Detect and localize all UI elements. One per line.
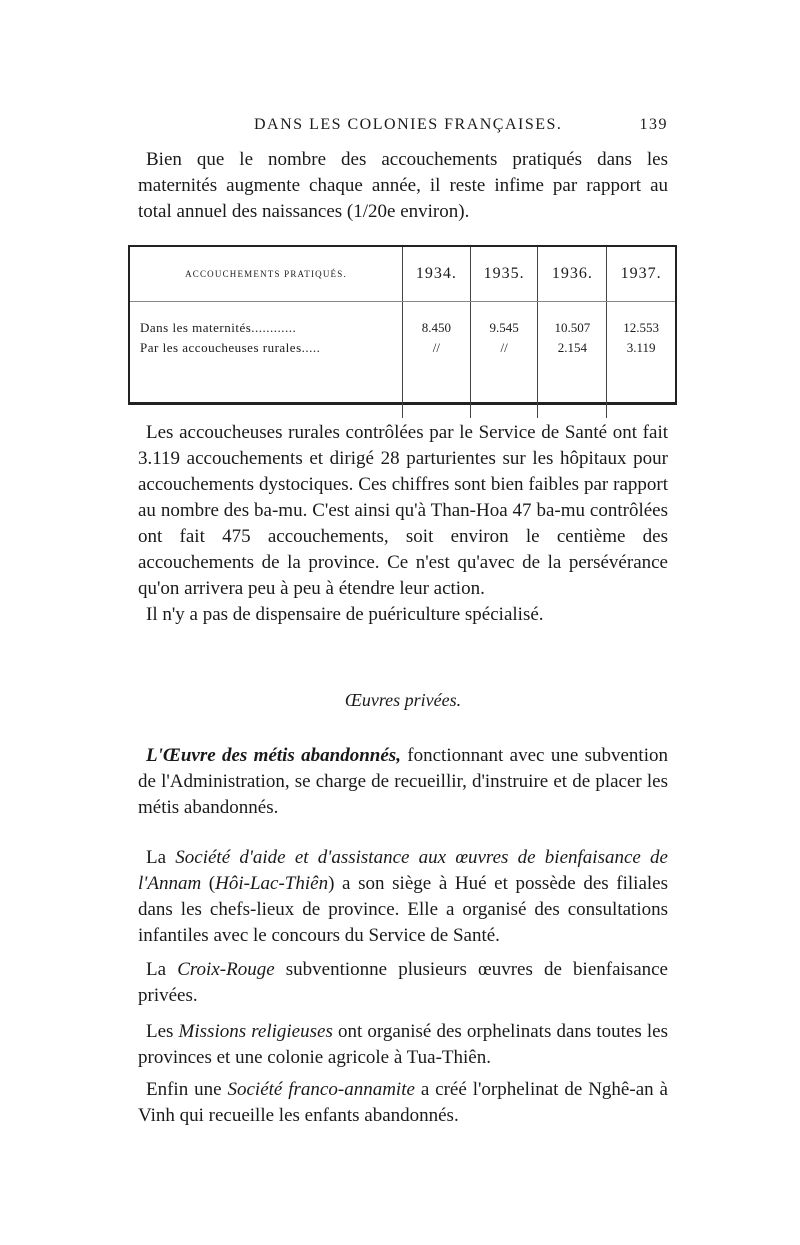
table-cell: 2.154 xyxy=(538,338,607,358)
rural-midwives-paragraph xyxy=(138,420,668,628)
societe-aide-paragraph xyxy=(138,845,668,949)
column-header-year: 1935. xyxy=(470,247,538,302)
row-label: Par les accoucheuses rurales..... xyxy=(130,338,403,358)
metis-lead: L'Œuvre des métis abandonnés, xyxy=(146,745,401,766)
intro-paragraph xyxy=(138,147,668,225)
column-header-year: 1934. xyxy=(403,247,471,302)
deliveries-table xyxy=(128,245,677,405)
text-run: subventionne plusieurs œuvres de bienfaisance privées. xyxy=(138,959,668,1006)
intro-text: Bien que le nombre des accouchements pratiqués dans les maternités augmente chaque année, il reste infime par rapport au total annuel des naissances (1/20e environ). xyxy=(138,149,668,222)
deliveries-table-grid xyxy=(130,247,675,418)
text-run: a créé l'orphelinat de Nghê-an à Vinh qui recueille les enfants abandonnés. xyxy=(138,1079,668,1126)
croix-rouge-paragraph xyxy=(138,957,668,1009)
table-cell: 8.450 xyxy=(403,302,471,339)
running-title: DANS LES COLONIES FRANÇAISES. xyxy=(254,116,563,133)
text-run: ont organisé des orphelinats dans toutes les provinces et une colonie agricole à Tua-Thiên. xyxy=(138,1021,668,1068)
text-run: La xyxy=(146,959,178,980)
societe-aide-name: Société d'aide et d'assistance aux œuvres de bienfaisance de l'Annam xyxy=(138,847,668,894)
table-header-row xyxy=(130,247,675,302)
table-cell: 12.553 xyxy=(623,320,660,335)
metis-paragraph xyxy=(138,743,668,821)
column-header-year: 1937. xyxy=(607,247,675,302)
table-cell: 9.545 xyxy=(470,302,538,339)
hoi-lac-thien: Hôi-Lac-Thiên xyxy=(215,873,329,894)
text-run: Enfin une xyxy=(146,1079,228,1100)
rural-midwives-text: Les accoucheuses rurales contrôlées par le Service de Santé ont fait 3.119 accouchements et dirigé 28 parturientes sur les hôpitaux pour accouchements dystociques. Ces chiffres sont bien faibles par rapport au nombre des ba-mu. C'est ainsi qu'à Than-Hoa 47 ba-mu contrôlées ont fait 475 accouchements, soit environ le centième des accouchements de la province. Ce n'est qu'avec de la persévérance qu'on arrivera peu à peu à étendre leur action. xyxy=(138,422,668,599)
text-run: ) a son siège à Hué et possède des filiales dans les chefs-lieux de province. Elle a organisé des consultations infantiles avec le concours du Service de Santé. xyxy=(138,873,668,946)
table-spacer-row xyxy=(130,358,675,418)
section-title: Œuvres privées. xyxy=(344,690,462,710)
row-label: Dans les maternités............ xyxy=(130,302,403,339)
missions-paragraph xyxy=(138,1019,668,1071)
table-row xyxy=(130,302,675,339)
text-run: ( xyxy=(201,873,216,894)
text-run: La xyxy=(146,847,176,868)
text-run: Les xyxy=(146,1021,179,1042)
table-cell: 3.119 xyxy=(626,340,656,355)
page-number: 139 xyxy=(639,116,668,133)
table-cell: // xyxy=(470,338,538,358)
column-header-label: ACCOUCHEMENTS PRATIQUÉS. xyxy=(130,247,403,302)
table-cell: // xyxy=(403,338,471,358)
dispensary-text: Il n'y a pas de dispensaire de puériculture spécialisé. xyxy=(146,604,544,625)
franco-annamite-paragraph xyxy=(138,1077,668,1129)
societe-franco-annamite-name: Société franco-annamite xyxy=(227,1079,415,1100)
missions-name: Missions religieuses xyxy=(178,1021,333,1042)
table-row xyxy=(130,338,675,358)
metis-text: fonctionnant avec une subvention de l'Administration, se charge de recueillir, d'instruire et de placer les métis abandonnés. xyxy=(138,745,668,818)
table-cell: 10.507 xyxy=(538,302,607,339)
croix-rouge-name: Croix-Rouge xyxy=(177,959,275,980)
column-header-year: 1936. xyxy=(538,247,607,302)
